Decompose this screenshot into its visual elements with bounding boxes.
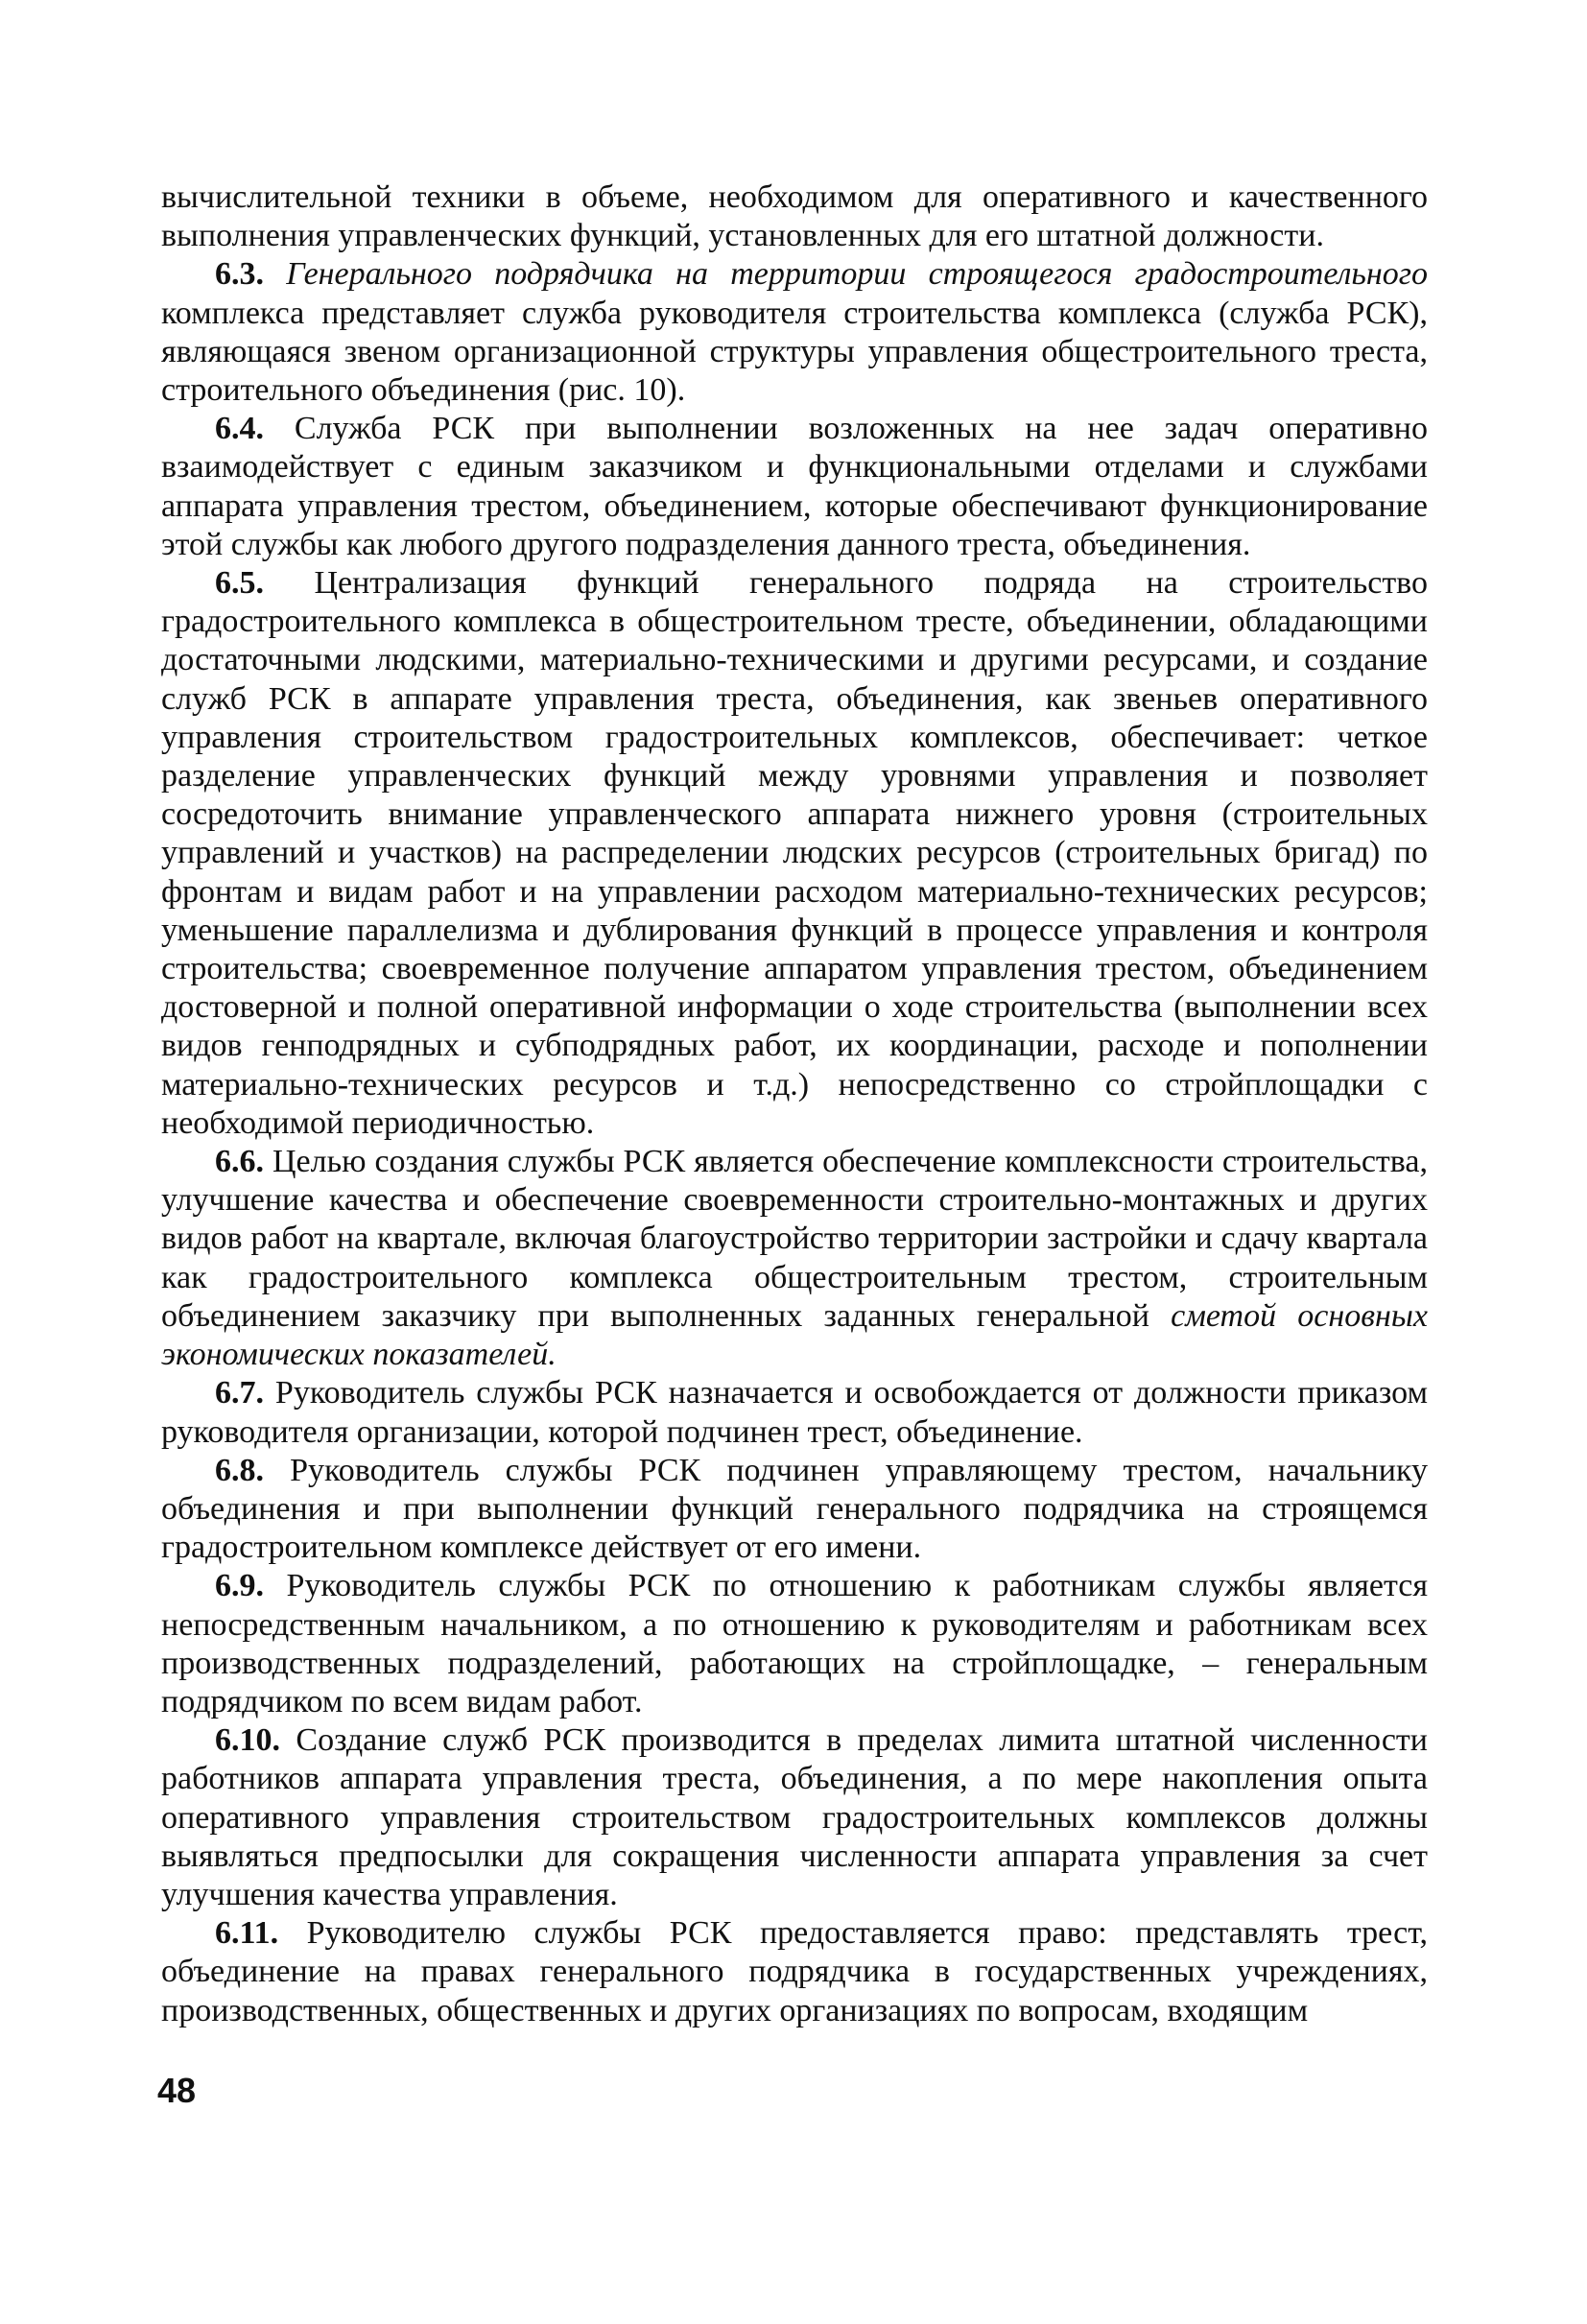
paragraph-text: Руководитель службы РСК по отношению к работникам службы является непосредственным начальником, а по отношению к руководителям и работникам всех производственных подразделений, работающих на стройплощадке, – генеральным подрядчиком по всем видам работ.	[161, 1568, 1429, 1719]
paragraph-tail-italic: сметой основных экономических показателей.	[161, 1297, 1429, 1373]
paragraph-6-4	[161, 410, 1428, 564]
section-number: 6.9.	[215, 1568, 264, 1604]
section-number: 6.6.	[215, 1144, 264, 1180]
section-number: 6.10.	[215, 1722, 280, 1759]
paragraph-lead-italic: Генерального подрядчика на территории строящегося градостроительного	[286, 256, 1429, 293]
section-number: 6.8.	[215, 1452, 264, 1488]
paragraph-6-6	[161, 1143, 1428, 1374]
paragraph-text: Централизация функций генерального подряда на строительство градостроительного комплекса в общестроительном тресте, объединении, обладающими достаточными людскими, материально-техническими и другими ресурсами, и создание служб РСК в аппарате управления треста, объединения, как звеньев оперативного управления строительством градостроительных комплексов, обеспечивает: четкое разделение управленческих функций между уровнями управления и позволяет сосредоточить внимание управленческого аппарата нижнего уровня (строительных управлений и участков) на распределении людских ресурсов (строительных бригад) по фронтам и видам работ и на управлении расходом материально-технических ресурсов; уменьшение параллелизма и дублирования функций в процессе управления и контроля строительства; своевременное получение аппаратом управления трестом, объединением достоверной и полной оперативной информации о ходе строительства (выполнении всех видов генподрядных и субподрядных работ, их координации, расходе и пополнении материально-технических ресурсов и т.д.) непосредственно со стройплощадки с необходимой периодичностью.	[161, 565, 1429, 1141]
paragraph-continuation	[161, 178, 1428, 255]
paragraph-text: Руководитель службы РСК назначается и освобождается от должности приказом руководителя организации, которой подчинен трест, объединение.	[161, 1375, 1428, 1450]
paragraph-6-10	[161, 1721, 1428, 1914]
paragraph-text: комплекса представляет служба руководителя строительства комплекса (служба РСК), являющаяся звеном организационной структуры управления общестроительного треста, строительного объединения (рис. 10).	[161, 295, 1428, 409]
paragraph-6-5	[161, 564, 1428, 1143]
section-number: 6.3.	[215, 256, 264, 293]
paragraph-6-9	[161, 1567, 1428, 1721]
paragraph-6-3	[161, 255, 1428, 410]
paragraph-text: Руководитель службы РСК подчинен управляющему трестом, начальнику объединения и при выполнении функций генерального подрядчика на строящемся градостроительном комплексе действует от его имени.	[161, 1452, 1429, 1566]
body-text	[161, 178, 1428, 2030]
paragraph-text: Руководителю службы РСК предоставляется право: представлять трест, объединение на правах генерального подрядчика в государственных учреждениях, производственных, общественных и других организациях по вопросам, входящим	[161, 1915, 1428, 2028]
paragraph-text: Служба РСК при выполнении возложенных на нее задач оперативно взаимодействует с единым заказчиком и функциональными отделами и службами аппарата управления трестом, объединением, которые обеспечивают функционирование этой службы как любого другого подразделения данного треста, объединения.	[161, 411, 1428, 562]
paragraph-6-11	[161, 1914, 1428, 2030]
section-number: 6.7.	[215, 1375, 264, 1411]
paragraph-text: Целью создания службы РСК является обеспечение комплексности строительства, улучшение качества и обеспечение своевременности строительно-монтажных и других видов работ на квартале, включая благоустройство территории застройки и сдачу квартала как градостроительного комплекса общестроительным трестом, строительным объединением заказчику при выполненных заданных генеральной	[161, 1144, 1428, 1334]
paragraph-6-7	[161, 1374, 1428, 1451]
section-number: 6.4.	[215, 411, 264, 447]
page-number: 48	[157, 2071, 197, 2110]
section-number: 6.5.	[215, 565, 264, 602]
paragraph-text: вычислительной техники в объеме, необходимом для оперативного и качественного выполнения управленческих функций, установленных для его штатной должности.	[161, 179, 1428, 254]
section-number: 6.11.	[215, 1915, 279, 1952]
paragraph-6-8	[161, 1452, 1428, 1568]
paragraph-text: Создание служб РСК производится в пределах лимита штатной численности работников аппарата управления треста, объединения, а по мере накопления опыта оперативного управления строительством градостроительных комплексов должны выявляться предпосылки для сокращения численности аппарата управления за счет улучшения качества управления.	[161, 1722, 1428, 1912]
